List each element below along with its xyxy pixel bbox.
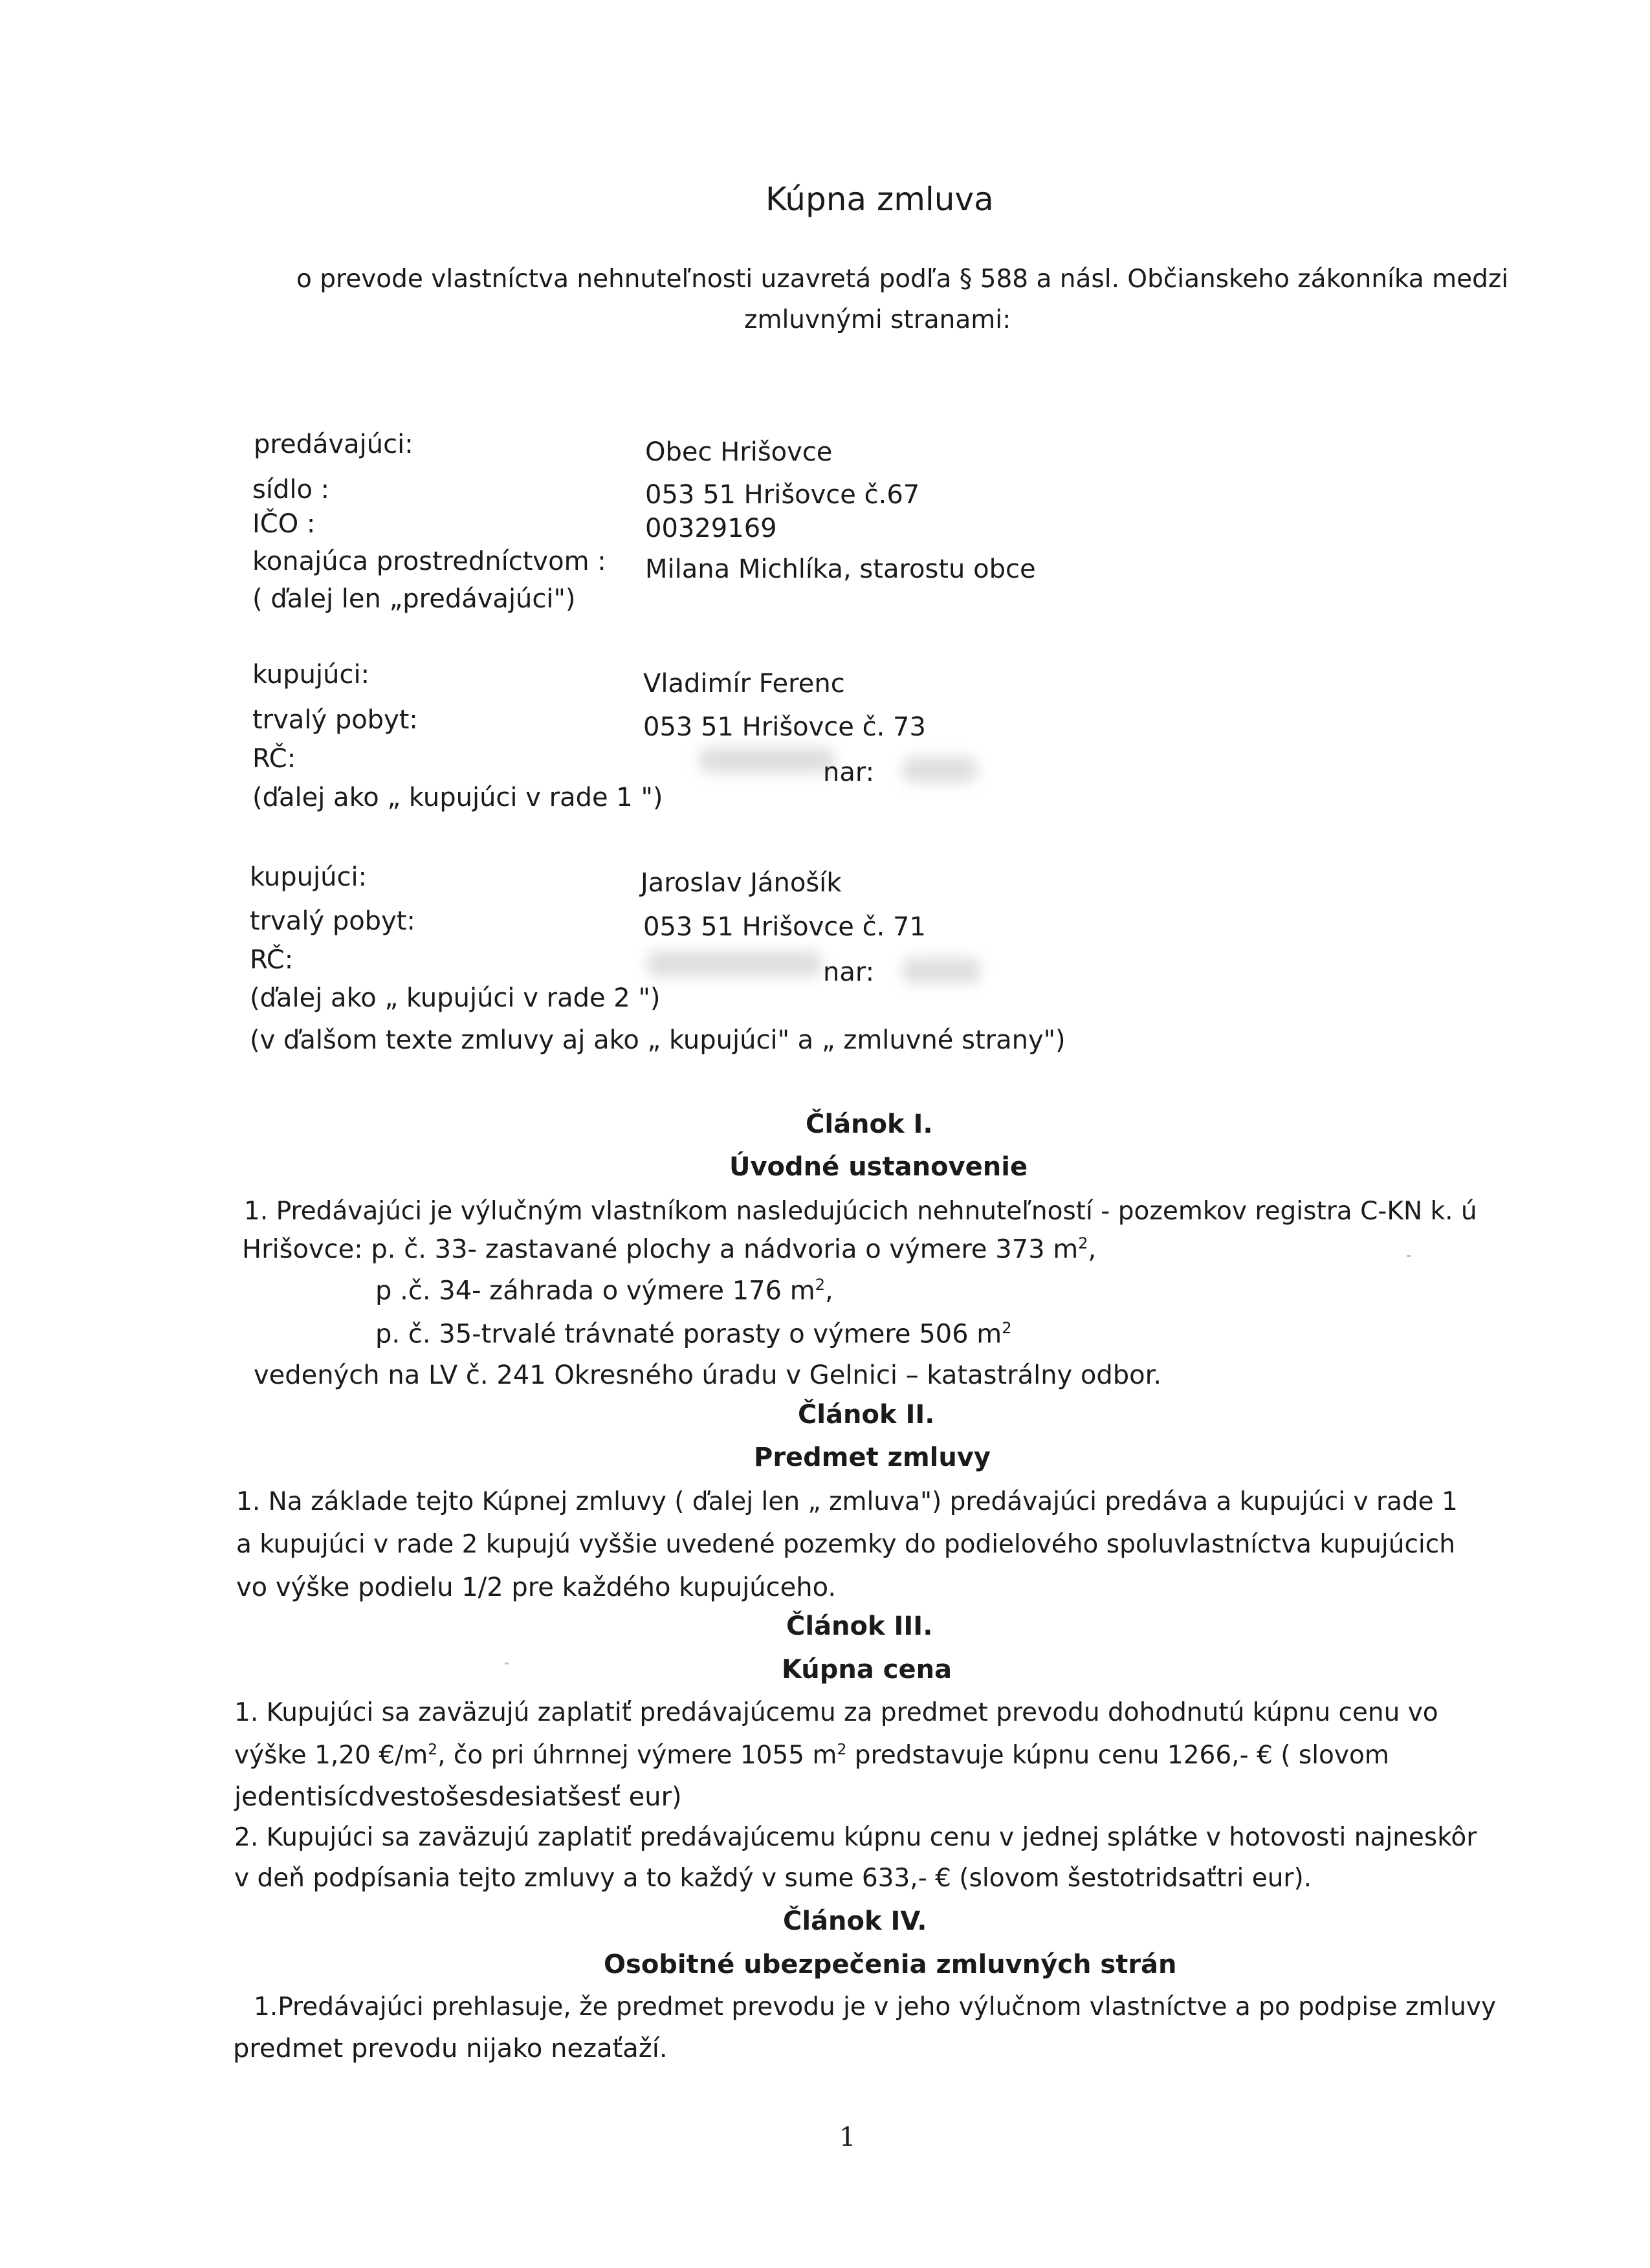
art3-line2-c: predstavuje kúpnu cenu 1266,- € ( slovom [846, 1741, 1389, 1770]
art1-subheading: Úvodné ustanovenie [729, 1152, 1028, 1182]
art3-line1: 1. Kupujúci sa zaväzujú zaplatiť predávajúcemu za predmet prevodu dohodnutú kúpnu cenu vo [234, 1698, 1438, 1727]
buyer2-born-label: nar: [823, 957, 875, 987]
buyer2-alias: (ďalej ako „ kupujúci v rade 2 ") [250, 983, 661, 1013]
buyer2-residence: 053 51 Hrišovce č. 71 [643, 912, 926, 942]
art2-heading: Článok II. [798, 1400, 935, 1430]
art2-line2: a kupujúci v rade 2 kupujú vyššie uvedené pozemky do podielového spoluvlastníctva kupujúcich [236, 1530, 1455, 1559]
buyer2-born-redacted [903, 957, 980, 983]
art3-line2-sup2: 2 [837, 1740, 847, 1758]
buyer2-rc-redacted [647, 951, 822, 977]
buyer1-rc-label: RČ: [252, 744, 296, 774]
art3-line2 [234, 1742, 1389, 1768]
subtitle-line-2: zmluvnými stranami: [744, 305, 1011, 334]
art2-line3: vo výške podielu 1/2 pre každého kupujúceho. [236, 1573, 837, 1602]
scan-speck [1407, 1255, 1411, 1257]
buyer1-born-label: nar: [823, 758, 875, 787]
buyer1-label: kupujúci: [252, 660, 370, 690]
art2-line1: 1. Na základe tejto Kúpnej zmluvy ( ďalej len „ zmluva") predávajúci predáva a kupujúci v rade 1 [236, 1487, 1458, 1516]
buyer1-born-redacted [903, 757, 977, 783]
art3-subheading: Kúpna cena [782, 1655, 952, 1685]
art1-line4-sup: 2 [1002, 1319, 1012, 1337]
art1-heading: Článok I. [806, 1109, 933, 1139]
buyer2-name: Jaroslav Jánošík [641, 868, 842, 898]
art1-line2-sup: 2 [1078, 1234, 1088, 1252]
art4-subheading: Osobitné ubezpečenia zmluvných strán [604, 1950, 1177, 1979]
art1-line3-text: p .č. 34- záhrada o výmere 176 m [375, 1276, 815, 1306]
art1-line1: 1. Predávajúci je výlučným vlastníkom nasledujúcich nehnuteľností - pozemkov registra C-KN k. ú [244, 1197, 1477, 1226]
art1-line2 [242, 1234, 1097, 1265]
art3-line2-b: , čo pri úhrnnej výmere 1055 m [437, 1741, 837, 1770]
seller-seat: 053 51 Hrišovce č.67 [645, 480, 920, 510]
scan-speck [505, 1663, 509, 1664]
seller-alias: ( ďalej len „predávajúci") [252, 584, 576, 614]
art4-heading: Článok IV. [783, 1906, 927, 1936]
seller-name: Obec Hrišovce [645, 437, 833, 467]
buyer1-residence-label: trvalý pobyt: [252, 705, 418, 735]
art3-line3: jedentisícdvestošesdesiatšesť eur) [234, 1782, 682, 1812]
buyer1-alias: (ďalej ako „ kupujúci v rade 1 ") [252, 783, 663, 812]
art1-line2-comma: , [1088, 1234, 1097, 1265]
buyer1-residence: 053 51 Hrišovce č. 73 [643, 712, 926, 742]
seller-label: predávajúci: [254, 430, 413, 459]
seller-represented: Milana Michlíka, starostu obce [645, 554, 1036, 584]
art1-line3-sup: 2 [815, 1276, 826, 1294]
art3-line2-a: výške 1,20 €/m [234, 1741, 428, 1770]
art2-subheading: Predmet zmluvy [754, 1443, 991, 1472]
seller-ico-label: IČO : [252, 509, 316, 539]
art1-line4 [375, 1320, 1012, 1347]
art3-line5: v deň podpísania tejto zmluvy a to každý v sume 633,- € (slovom šestotridsaťtri eur). [234, 1864, 1312, 1893]
art1-line2-text: Hrišovce: p. č. 33- zastavané plochy a nádvoria o výmere 373 m [242, 1234, 1079, 1265]
art1-line3 [375, 1276, 833, 1306]
buyer2-rc-label: RČ: [250, 945, 294, 975]
art3-heading: Článok III. [786, 1611, 933, 1641]
buyer2-alias-all: (v ďalšom texte zmluvy aj ako „ kupujúci" a „ zmluvné strany") [250, 1025, 1066, 1055]
buyer1-rc-redacted [699, 747, 835, 773]
buyer1-name: Vladimír Ferenc [643, 669, 845, 699]
art3-line2-sup1: 2 [428, 1740, 438, 1758]
seller-ico: 00329169 [645, 514, 777, 543]
page-number: 1 [839, 2122, 856, 2152]
document-title: Kúpna zmluva [765, 180, 994, 218]
seller-represented-label: konajúca prostredníctvom : [252, 547, 606, 576]
art1-line4-text: p. č. 35-trvalé trávnaté porasty o výmere 506 m [375, 1319, 1002, 1349]
buyer2-residence-label: trvalý pobyt: [250, 906, 415, 936]
art4-line1: 1.Predávajúci prehlasuje, že predmet prevodu je v jeho výlučnom vlastníctve a po podpise zmluvy [254, 1992, 1497, 2022]
art1-line5: vedených na LV č. 241 Okresného úradu v Gelnici – katastrálny odbor. [254, 1360, 1162, 1390]
seller-seat-label: sídlo : [252, 475, 330, 505]
art4-line2: predmet prevodu nijako nezaťaží. [233, 2034, 668, 2064]
subtitle-line-1: o prevode vlastníctva nehnuteľnosti uzavretá podľa § 588 a násl. Občianskeho zákonníka medzi [296, 265, 1509, 294]
buyer2-label: kupujúci: [250, 862, 368, 892]
art3-line4: 2. Kupujúci sa zaväzujú zaplatiť predávajúcemu kúpnu cenu v jednej splátke v hotovosti najneskôr [234, 1823, 1477, 1852]
art1-line3-comma: , [825, 1276, 833, 1306]
